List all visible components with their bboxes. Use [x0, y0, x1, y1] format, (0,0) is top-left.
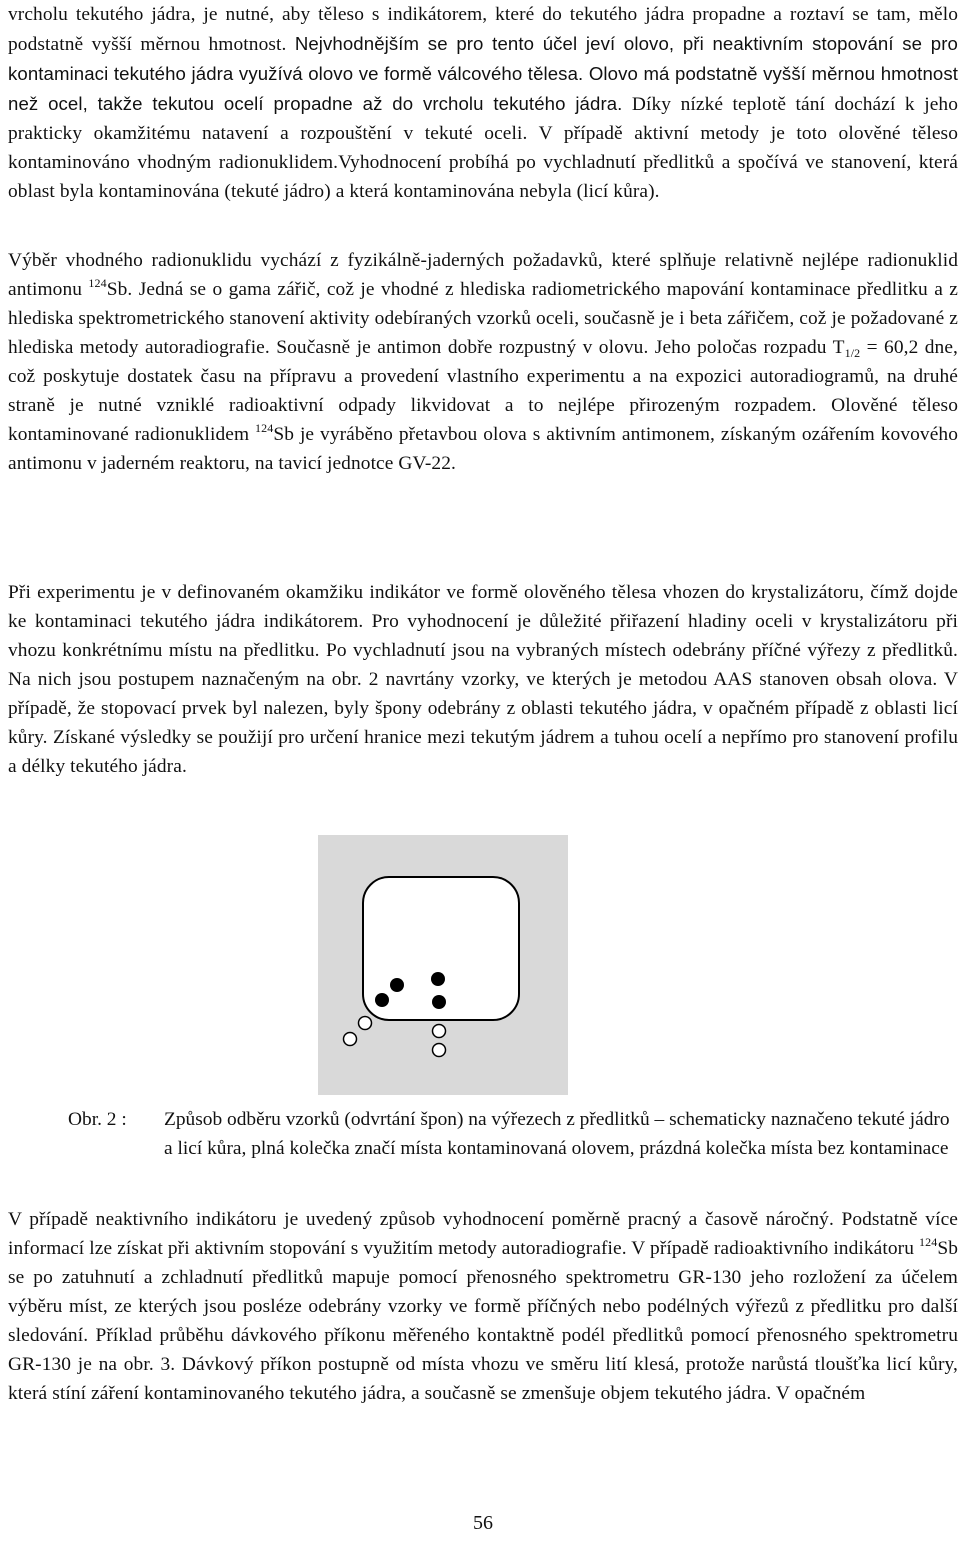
filled-sample-circle	[432, 995, 446, 1009]
figure-caption-text: Způsob odběru vzorků (odvrtání špon) na výřezech z předlitků – schematicky naznačeno tekuté jádro a licí kůra, plná kolečka značí místa kontaminovaná olovem, prázdná kolečka místa bez kontaminace	[164, 1109, 950, 1159]
paragraph-3	[8, 578, 958, 781]
empty-sample-circle	[359, 1017, 372, 1030]
empty-sample-circle	[344, 1033, 357, 1046]
paragraph-3-text: Při experimentu je v definovaném okamžiku indikátor ve formě olověného tělesa vhozen do krystalizátoru, čímž dojde ke kontaminaci tekutého jádra indikátorem. Pro vyhodnocení je důležité přiřazení hladiny oceli v krystalizátoru při vhozu konkrétnímu místu na předlitku. Po vychladnutí jsou na vybraných místech odebrány příčné výřezy z předlitků. Na nich jsou postupem naznačeným na obr. 2 navrtány vzorky, ve kterých je metodou AAS stanoven obsah olova. V případě, že stopovací prvek byl nalezen, byly špony odebrány z oblasti tekutého jádra, v opačném případě z oblasti licí kůry. Získané výsledky se použijí pro určení hranice mezi tekutým jádrem a tuhou ocelí a nepřímo pro stanovení profilu a délky tekutého jádra.	[8, 582, 958, 777]
paragraph-1	[8, 0, 958, 206]
paragraph-4	[8, 1205, 958, 1408]
isotope-mass-number: 124	[255, 421, 274, 435]
cross-section-diagram	[318, 835, 568, 1095]
paragraph-1-part-c: Díky nízké teplotě tání dochází k jeho prakticky okamžitému natavení a rozpouštění v tekuté oceli. V případě aktivní metody je toto olověné těleso kontaminováno vhodným radionuklidem.Vyhodnocení probíhá po vychladnutí předlitků a spočívá ve stanovení, která oblast byla kontaminována (tekuté jádro) a která kontaminována nebyla (licí kůra).	[8, 94, 958, 202]
paragraph-2-part-a: Výběr vhodného radionuklidu vychází z fyzikálně-jaderných požadavků, které splňuje relativně nejlépe radionuklid antimonu	[8, 250, 958, 300]
paragraph-2-part-b: Sb. Jedná se o gama zářič, což je vhodné z hlediska radiometrického mapování kontaminace předlitku a z hlediska spektrometrického stanovení aktivity odebíraných vzorků oceli, současně je i beta zářičem, což je požadované z hlediska metody autoradiografie. Současně je antimon dobře rozpustný v olovu. Jeho poločas rozpadu T	[8, 279, 958, 358]
paragraph-2	[8, 246, 958, 478]
figure-2-sample-schematic	[318, 835, 568, 1095]
empty-sample-circle	[433, 1044, 446, 1057]
paragraph-2-part-c: = 60,2 dne, což poskytuje dostatek času na přípravu a provedení vlastního experimentu a na expozici autoradiogramů, na druhé straně je nutné vzniklé radioaktivní odpady likvidovat a to nejlépe přirozeným rozpadem. Olověné těleso kontaminované radionuklidem	[8, 337, 958, 445]
isotope-mass-number: 124	[919, 1235, 938, 1249]
filled-sample-circle	[390, 978, 404, 992]
paragraph-1-part-b: Nejvhodnějším se pro tento účel jeví olovo, při neaktivním stopování se pro kontaminaci tekutého jádra využívá olovo ve formě válcového tělesa. Olovo má podstatně vyšší měrnou hmotnost než ocel, takže tekutou ocelí propadne až do vrcholu tekutého jádra.	[8, 33, 958, 114]
half-life-subscript: 1/2	[844, 346, 861, 360]
figure-label: Obr. 2 :	[68, 1109, 127, 1130]
paragraph-1-part-a: vrcholu tekutého jádra, je nutné, aby těleso s indikátorem, které do tekutého jádra propadne a roztaví se tam, mělo podstatně vyšší měrnou hmotnost.	[8, 4, 958, 55]
paragraph-2-part-d: Sb je vyráběno přetavbou olova s aktivním antimonem, získaným ozářením kovového antimonu v jaderném reaktoru, na tavicí jednotce GV-22.	[8, 424, 958, 474]
paragraph-4-part-b: Sb se po zatuhnutí a zchladnutí předlitků mapuje pomocí přenosného spektrometru GR-130 jeho rozložení za účelem výběru míst, ze kterých jsou posléze odebrány vzorky ve formě příčných nebo podélných výřezů z předlitku pro další sledování. Příklad průběhu dávkového příkonu měřeného kontaktně podél předlitků pomocí přenosného spektrometru GR-130 je na obr. 3. Dávkový příkon postupně od místa vhozu ve směru lití klesá, protože narůstá tloušťka licí kůry, která stíní záření kontaminovaného tekutého jádra, a současně se zmenšuje objem tekutého jádra. V opačném	[8, 1238, 958, 1404]
filled-sample-circle	[431, 972, 445, 986]
filled-sample-circle	[375, 993, 389, 1007]
isotope-mass-number: 124	[88, 276, 107, 290]
empty-sample-circle	[433, 1025, 446, 1038]
page-number: 56	[473, 1512, 493, 1534]
paragraph-4-part-a: V případě neaktivního indikátoru je uvedený způsob vyhodnocení poměrně pracný a časově náročný. Podstatně více informací lze získat při aktivním stopování s využitím metody autoradiografie. V případě radioaktivního indikátoru	[8, 1209, 958, 1259]
